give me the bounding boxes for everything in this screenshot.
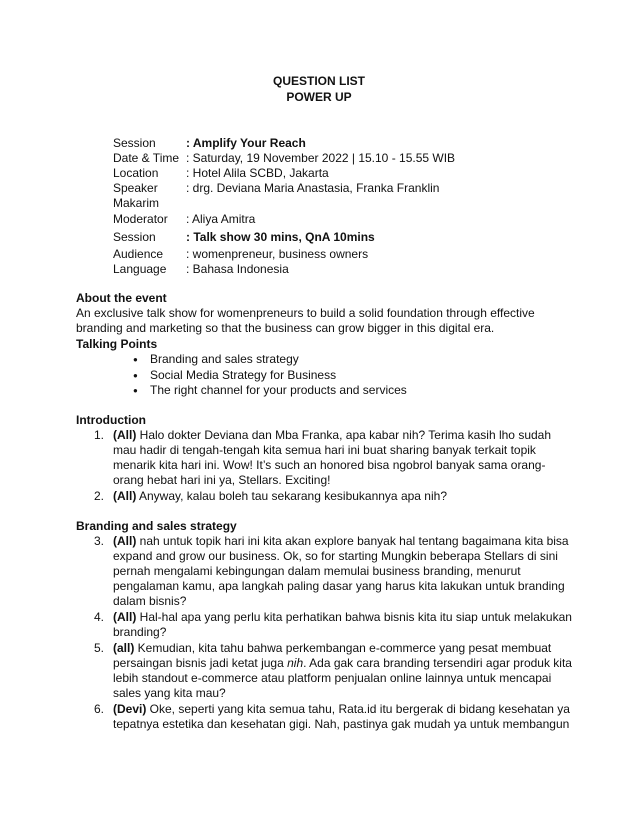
about-section <box>76 291 576 399</box>
introduction-questions <box>76 428 576 504</box>
meta-key: Session <box>113 136 156 150</box>
meta-row-makarim <box>113 196 583 211</box>
list-item: ● Social Media Strategy for Business <box>76 368 576 384</box>
branding-questions <box>76 534 576 732</box>
meta-key: Session <box>113 230 156 244</box>
meta-key: Location <box>113 166 159 180</box>
list-item: 3. (All) nah untuk topik hari ini kita akan explore banyak hal tentang bagaimana kita bisa expand and grow our business. Ok, so for starting Mungkin beberapa Stellars di sini pernah mengalami kebingungan dalam memulai business branding, menurut pengalaman kamu, apa langkah paling dasar yang harus kita lakukan untuk branding dalam bisnis? <box>94 534 569 608</box>
list-item: 4. (All) Hal-hal apa yang perlu kita perhatikan bahwa bisnis kita itu siap untuk melakukan branding? <box>94 610 572 639</box>
list-item: 1. (All) Halo dokter Deviana dan Mba Franka, apa kabar nih? Terima kasih lho sudah mau hadir di tengah-tengah kita semua hari ini buat sharing banyak terkait topik menarik kita hari ini. Wow! It’s such an honored bisa ngobrol banyak sama orang-orang hebat hari ini ya, Stellars. Exciting! <box>94 428 552 487</box>
meta-row-location <box>113 166 583 181</box>
talking-points-list <box>76 352 576 399</box>
branding-heading: Branding and sales strategy <box>76 519 237 533</box>
introduction-heading: Introduction <box>76 413 146 427</box>
meta-row-moderator <box>113 212 583 227</box>
list-item: 5. (all) Kemudian, kita tahu bahwa perkembangan e-commerce yang pesat membuat persaingan bisnis jadi ketat juga nih. Ada gak cara branding tersendiri agar produk kita lebih standout e-commerce atau platform penjualan online lainnya untuk mencapai sales yang kita mau? <box>94 641 572 700</box>
introduction-section <box>76 413 576 505</box>
event-details <box>113 136 583 277</box>
list-item: 2. (All) Anyway, kalau boleh tau sekarang kesibukannya apa nih? <box>94 489 447 503</box>
meta-row-audience <box>113 247 583 262</box>
meta-key: Moderator <box>113 212 168 226</box>
meta-row-datetime <box>113 151 583 166</box>
meta-value: : drg. Deviana Maria Anastasia, Franka Franklin <box>186 181 440 195</box>
meta-key: Makarim <box>113 196 160 210</box>
meta-key: Language <box>113 262 167 276</box>
meta-value: : Hotel Alila SCBD, Jakarta <box>186 166 329 180</box>
meta-row-speaker <box>113 181 583 196</box>
about-heading: About the event <box>76 291 167 305</box>
meta-row-session <box>113 136 583 151</box>
meta-value: : Amplify Your Reach <box>186 136 306 150</box>
meta-row-session-format <box>113 230 583 245</box>
meta-row-language <box>113 262 583 277</box>
meta-key: Speaker <box>113 181 158 195</box>
list-item: ● The right channel for your products and services <box>76 383 576 399</box>
about-text: An exclusive talk show for womenpreneurs to build a solid foundation through effective branding and marketing so that the business can grow bigger in this digital era. <box>76 306 535 335</box>
meta-value: : womenpreneur, business owners <box>186 247 369 261</box>
meta-value: : Talk show 30 mins, QnA 10mins <box>186 230 375 244</box>
meta-value: : Bahasa Indonesia <box>186 262 289 276</box>
document-subtitle: POWER UP <box>286 90 352 104</box>
list-item: ● Branding and sales strategy <box>76 352 576 368</box>
meta-value: : Saturday, 19 November 2022 | 15.10 - 15.55 WIB <box>186 151 456 165</box>
meta-key: Audience <box>113 247 164 261</box>
talking-points-heading: Talking Points <box>76 337 158 351</box>
document-title: QUESTION LIST <box>272 74 365 88</box>
meta-value: : Aliya Amitra <box>186 212 256 226</box>
meta-key: Date & Time <box>113 151 180 165</box>
list-item: 6. (Devi) Oke, seperti yang kita semua tahu, Rata.id itu bergerak di bidang kesehatan ya tepatnya estetika dan kesehatan gigi. Nah, pastinya gak mudah ya untuk membangun <box>94 702 570 731</box>
branding-section <box>76 519 576 733</box>
